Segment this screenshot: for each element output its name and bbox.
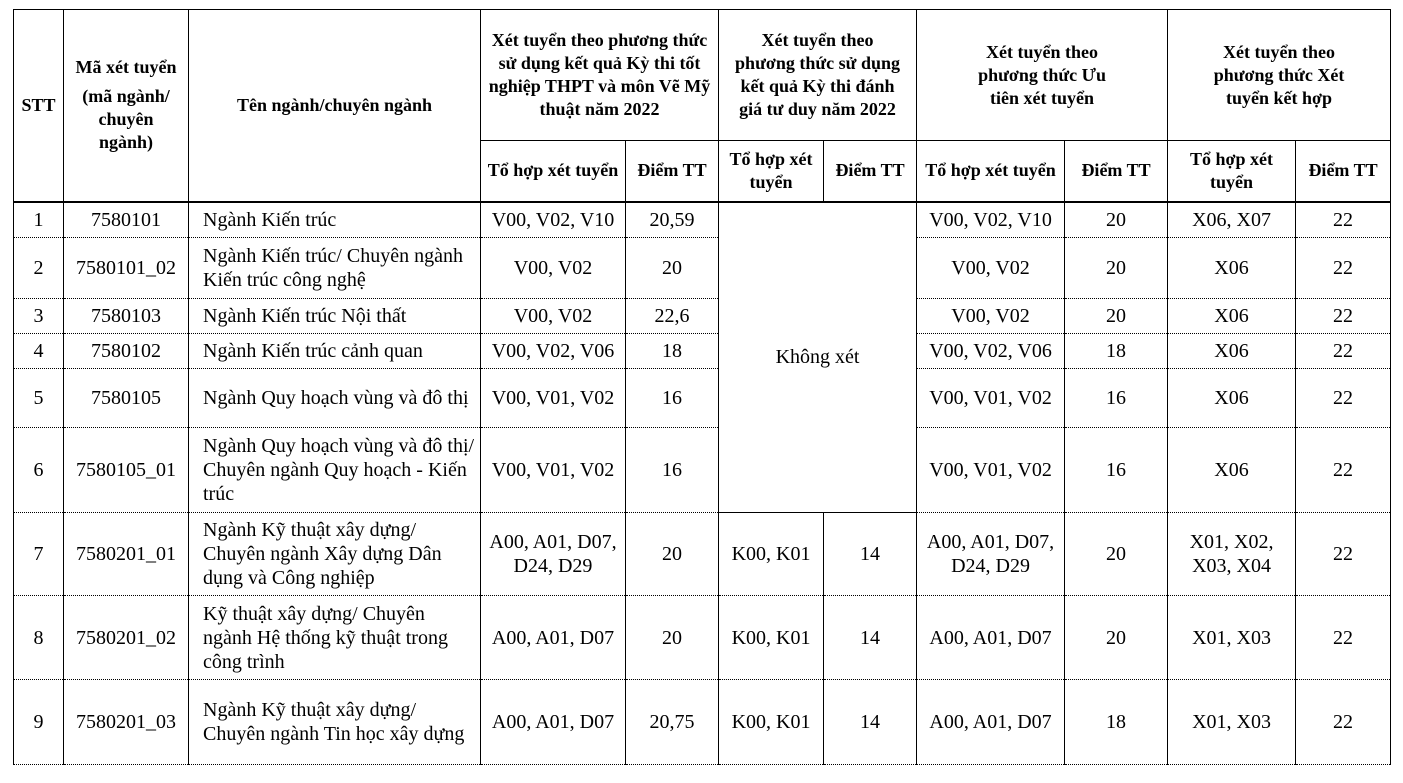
cell-g3-score: 16 [1065, 369, 1168, 428]
cell-g3-score: 20 [1065, 202, 1168, 238]
cell-name: Ngành Kiến trúc/ Chuyên ngành Kiến trúc công nghệ [189, 238, 481, 299]
table-row [14, 334, 1391, 369]
cell-stt: 6 [14, 428, 64, 513]
cell-name: Kỹ thuật xây dựng/ Chuyên ngành Hệ thống kỹ thuật trong công trình [189, 596, 481, 680]
cell-g3-score: 20 [1065, 299, 1168, 334]
cell-g1-score: 22,6 [626, 299, 719, 334]
cell-name: Ngành Kỹ thuật xây dựng/ Chuyên ngành Tin học xây dựng [189, 680, 481, 765]
cell-stt: 5 [14, 369, 64, 428]
cell-g4-combo: X06 [1168, 238, 1296, 299]
cell-g3-combo: V00, V01, V02 [917, 428, 1065, 513]
cell-g1-score: 16 [626, 369, 719, 428]
cell-g4-score: 22 [1296, 596, 1391, 680]
cell-code: 7580201_02 [64, 596, 189, 680]
cell-g1-score: 16 [626, 428, 719, 513]
cell-g4-score: 22 [1296, 334, 1391, 369]
cell-g4-score: 22 [1296, 299, 1391, 334]
cell-g4-combo: X06, X07 [1168, 202, 1296, 238]
cell-g2-combo: K00, K01 [719, 596, 824, 680]
cell-g4-score: 22 [1296, 680, 1391, 765]
cell-g3-combo: V00, V02 [917, 299, 1065, 334]
header-g1-score: Điểm TT [626, 141, 719, 202]
header-code-line2: (mã ngành/ chuyên ngành) [82, 86, 170, 153]
cell-g3-combo: V00, V01, V02 [917, 369, 1065, 428]
cell-g1-combo: V00, V02 [481, 238, 626, 299]
cell-g2-score: 14 [824, 680, 917, 765]
header-name: Tên ngành/chuyên ngành [189, 10, 481, 202]
cell-g1-combo: A00, A01, D07, D24, D29 [481, 513, 626, 596]
table-row [14, 202, 1391, 238]
cell-g2-combo: K00, K01 [719, 513, 824, 596]
cell-g1-score: 20 [626, 596, 719, 680]
cell-code: 7580101_02 [64, 238, 189, 299]
header-group-ket-hop: Xét tuyển theo phương thức Xét tuyển kết hợp [1168, 10, 1391, 141]
header-group-uu-tien: Xét tuyển theo phương thức Ưu tiên xét tuyển [917, 10, 1168, 141]
table-body [14, 202, 1391, 765]
cell-code: 7580105 [64, 369, 189, 428]
header-code [64, 10, 189, 202]
cell-g1-score: 20 [626, 238, 719, 299]
cell-g4-score: 22 [1296, 369, 1391, 428]
cell-g1-combo: V00, V02, V10 [481, 202, 626, 238]
cell-name: Ngành Quy hoạch vùng và đô thị [189, 369, 481, 428]
cell-code: 7580102 [64, 334, 189, 369]
table-row [14, 596, 1391, 680]
header-g4-combo: Tổ hợp xét tuyển [1168, 141, 1296, 202]
cell-name: Ngành Kiến trúc cảnh quan [189, 334, 481, 369]
cell-g3-combo: V00, V02, V06 [917, 334, 1065, 369]
cell-g4-score: 22 [1296, 428, 1391, 513]
cell-code: 7580103 [64, 299, 189, 334]
header-code-line1: Mã xét tuyển [75, 57, 177, 78]
cell-stt: 4 [14, 334, 64, 369]
table-row [14, 428, 1391, 513]
cell-g4-score: 22 [1296, 202, 1391, 238]
cell-stt: 2 [14, 238, 64, 299]
cell-g3-score: 20 [1065, 238, 1168, 299]
cell-code: 7580105_01 [64, 428, 189, 513]
cell-g4-combo: X06 [1168, 299, 1296, 334]
cell-g3-combo: V00, V02 [917, 238, 1065, 299]
cell-khong-xet: Không xét [719, 202, 917, 513]
admissions-table-wrapper [13, 9, 1391, 765]
header-g3-combo: Tổ hợp xét tuyển [917, 141, 1065, 202]
cell-g1-combo: V00, V01, V02 [481, 369, 626, 428]
cell-g4-combo: X06 [1168, 369, 1296, 428]
cell-g4-score: 22 [1296, 513, 1391, 596]
cell-g4-combo: X01, X03 [1168, 680, 1296, 765]
cell-stt: 7 [14, 513, 64, 596]
cell-g3-combo: V00, V02, V10 [917, 202, 1065, 238]
cell-g3-score: 16 [1065, 428, 1168, 513]
cell-name: Ngành Quy hoạch vùng và đô thị/ Chuyên ngành Quy hoạch - Kiến trúc [189, 428, 481, 513]
cell-g1-combo: V00, V02, V06 [481, 334, 626, 369]
cell-name: Ngành Kiến trúc Nội thất [189, 299, 481, 334]
cell-code: 7580201_01 [64, 513, 189, 596]
table-row [14, 369, 1391, 428]
cell-g2-combo: K00, K01 [719, 680, 824, 765]
header-group-tu-duy: Xét tuyển theo phương thức sử dụng kết quả Kỳ thi đánh giá tư duy năm 2022 [719, 10, 917, 141]
cell-g3-combo: A00, A01, D07 [917, 596, 1065, 680]
cell-g1-combo: V00, V01, V02 [481, 428, 626, 513]
header-g2-combo: Tổ hợp xét tuyển [719, 141, 824, 202]
cell-g1-score: 20,75 [626, 680, 719, 765]
cell-g4-combo: X01, X03 [1168, 596, 1296, 680]
cell-g1-combo: A00, A01, D07 [481, 680, 626, 765]
cell-g4-combo: X06 [1168, 334, 1296, 369]
header-g2-score: Điểm TT [824, 141, 917, 202]
cell-g3-combo: A00, A01, D07, D24, D29 [917, 513, 1065, 596]
cell-stt: 3 [14, 299, 64, 334]
cell-g1-combo: A00, A01, D07 [481, 596, 626, 680]
table-row [14, 513, 1391, 596]
table-row [14, 238, 1391, 299]
cell-g3-score: 18 [1065, 334, 1168, 369]
cell-g3-score: 18 [1065, 680, 1168, 765]
cell-g1-combo: V00, V02 [481, 299, 626, 334]
cell-stt: 9 [14, 680, 64, 765]
cell-g1-score: 20,59 [626, 202, 719, 238]
cell-g1-score: 20 [626, 513, 719, 596]
cell-g4-combo: X06 [1168, 428, 1296, 513]
cell-g4-combo: X01, X02, X03, X04 [1168, 513, 1296, 596]
admissions-table [13, 9, 1391, 765]
cell-name: Ngành Kiến trúc [189, 202, 481, 238]
header-row-1 [14, 10, 1391, 141]
cell-g2-score: 14 [824, 596, 917, 680]
cell-g1-score: 18 [626, 334, 719, 369]
table-row [14, 680, 1391, 765]
cell-g4-score: 22 [1296, 238, 1391, 299]
header-g4-score: Điểm TT [1296, 141, 1391, 202]
cell-g2-score: 14 [824, 513, 917, 596]
cell-code: 7580101 [64, 202, 189, 238]
cell-stt: 1 [14, 202, 64, 238]
header-g1-combo: Tổ hợp xét tuyển [481, 141, 626, 202]
cell-stt: 8 [14, 596, 64, 680]
table-row [14, 299, 1391, 334]
header-stt: STT [14, 10, 64, 202]
cell-g3-score: 20 [1065, 513, 1168, 596]
cell-name: Ngành Kỹ thuật xây dựng/ Chuyên ngành Xây dựng Dân dụng và Công nghiệp [189, 513, 481, 596]
header-g3-score: Điểm TT [1065, 141, 1168, 202]
header-group-thpt: Xét tuyển theo phương thức sử dụng kết quả Kỳ thi tốt nghiệp THPT và môn Vẽ Mỹ thuật năm 2022 [481, 10, 719, 141]
cell-code: 7580201_03 [64, 680, 189, 765]
cell-g3-combo: A00, A01, D07 [917, 680, 1065, 765]
cell-g3-score: 20 [1065, 596, 1168, 680]
